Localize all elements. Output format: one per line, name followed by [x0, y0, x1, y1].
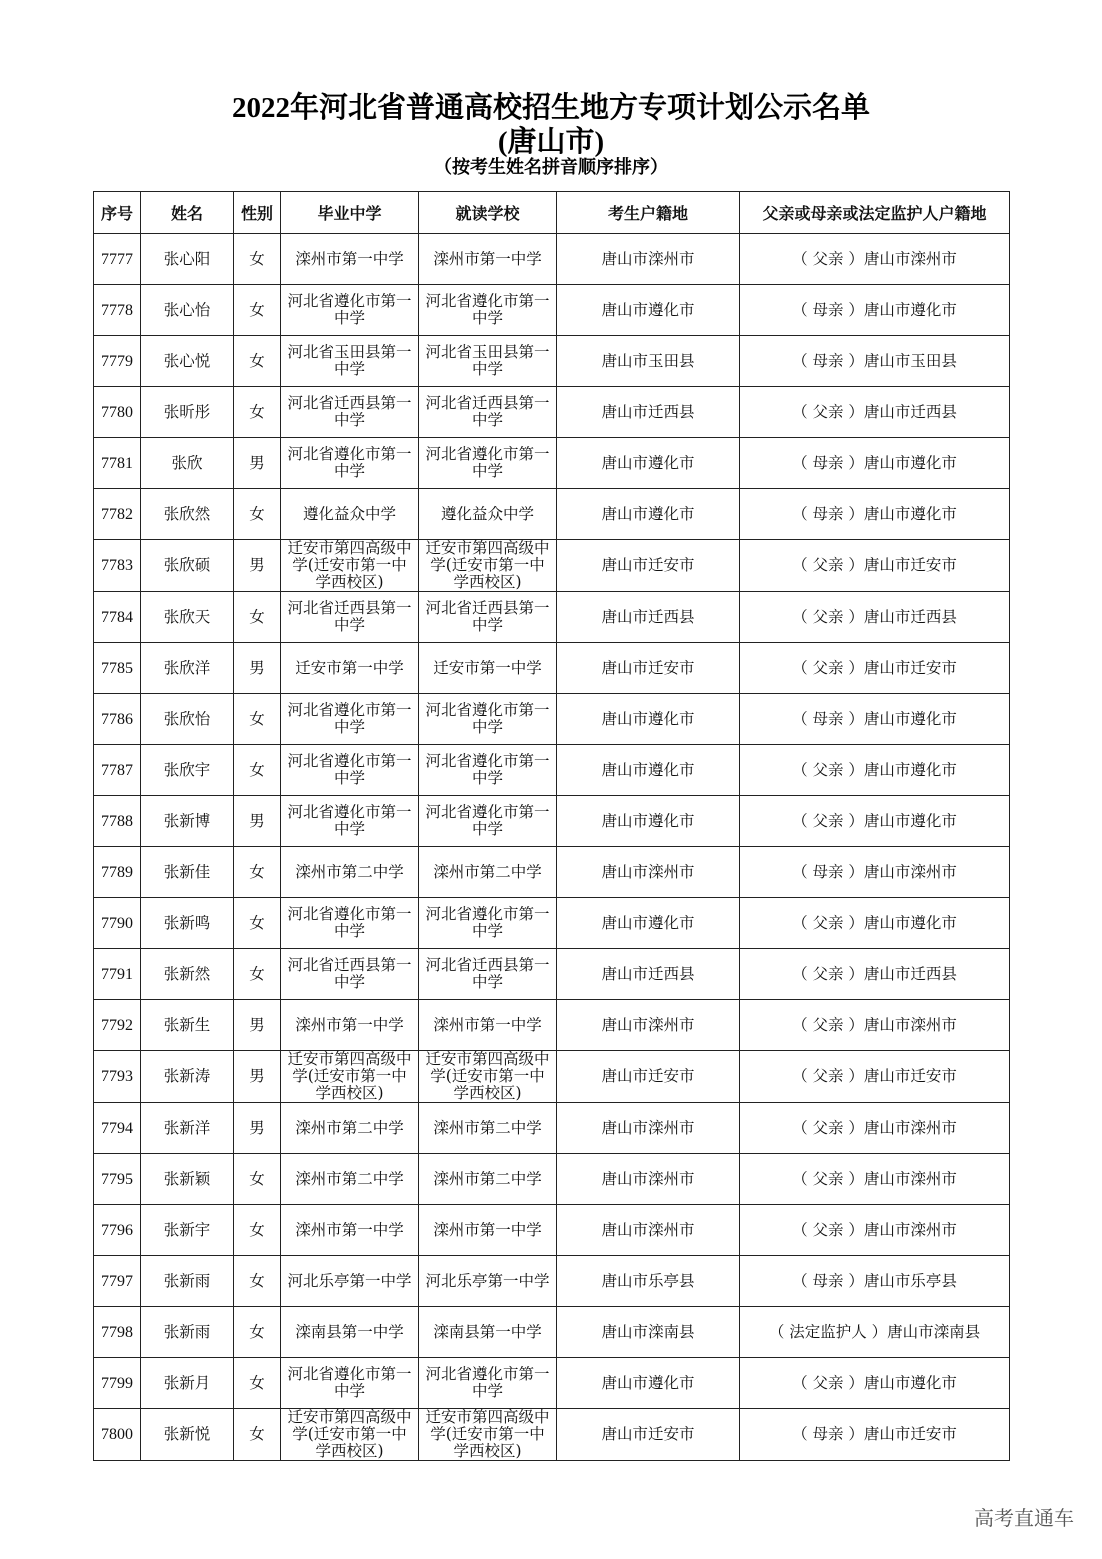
gender: 男	[234, 796, 281, 847]
student-hukou: 唐山市遵化市	[557, 489, 740, 540]
graduation-school: 滦州市第二中学	[281, 1154, 419, 1205]
gender: 女	[234, 847, 281, 898]
current-school: 迁安市第一中学	[419, 643, 557, 694]
guardian-hukou: （ 母亲 ）唐山市乐亭县	[740, 1256, 1010, 1307]
gender: 女	[234, 387, 281, 438]
row-number: 7795	[94, 1154, 141, 1205]
table-row	[94, 1256, 1010, 1307]
row-number: 7783	[94, 540, 141, 592]
student-name: 张欣怡	[141, 694, 234, 745]
table-row	[94, 438, 1010, 489]
guardian-hukou: （ 父亲 ）唐山市滦州市	[740, 1154, 1010, 1205]
table-row	[94, 694, 1010, 745]
row-number: 7780	[94, 387, 141, 438]
current-school: 河北省遵化市第一中学	[419, 694, 557, 745]
header-cell: 性别	[234, 192, 281, 234]
guardian-hukou: （ 父亲 ）唐山市遵化市	[740, 796, 1010, 847]
guardian-hukou: （ 父亲 ）唐山市迁安市	[740, 540, 1010, 592]
row-number: 7793	[94, 1051, 141, 1103]
student-hukou: 唐山市遵化市	[557, 1358, 740, 1409]
guardian-hukou: （ 父亲 ）唐山市滦州市	[740, 1205, 1010, 1256]
gender: 女	[234, 1409, 281, 1461]
row-number: 7777	[94, 234, 141, 285]
header-cell: 考生户籍地	[557, 192, 740, 234]
guardian-hukou: （ 父亲 ）唐山市迁西县	[740, 949, 1010, 1000]
student-hukou: 唐山市遵化市	[557, 438, 740, 489]
student-name: 张新生	[141, 1000, 234, 1051]
gender: 女	[234, 745, 281, 796]
gender: 女	[234, 1307, 281, 1358]
row-number: 7790	[94, 898, 141, 949]
header-cell: 父亲或母亲或法定监护人户籍地	[740, 192, 1010, 234]
graduation-school: 迁安市第四高级中学(迁安市第一中学西校区)	[281, 1051, 419, 1103]
table-row	[94, 1409, 1010, 1461]
gender: 女	[234, 1358, 281, 1409]
table-row	[94, 540, 1010, 592]
student-hukou: 唐山市遵化市	[557, 694, 740, 745]
current-school: 滦南县第一中学	[419, 1307, 557, 1358]
header-cell: 毕业中学	[281, 192, 419, 234]
current-school: 河北省玉田县第一中学	[419, 336, 557, 387]
current-school: 河北省迁西县第一中学	[419, 592, 557, 643]
gender: 女	[234, 949, 281, 1000]
student-hukou: 唐山市遵化市	[557, 898, 740, 949]
graduation-school: 河北省玉田县第一中学	[281, 336, 419, 387]
guardian-hukou: （ 父亲 ）唐山市迁西县	[740, 592, 1010, 643]
student-hukou: 唐山市玉田县	[557, 336, 740, 387]
guardian-hukou: （ 父亲 ）唐山市滦州市	[740, 1103, 1010, 1154]
table-row	[94, 336, 1010, 387]
row-number: 7800	[94, 1409, 141, 1461]
table-header-row	[94, 192, 1010, 234]
graduation-school: 河北省迁西县第一中学	[281, 387, 419, 438]
student-name: 张新月	[141, 1358, 234, 1409]
row-number: 7779	[94, 336, 141, 387]
gender: 女	[234, 234, 281, 285]
current-school: 滦州市第一中学	[419, 1000, 557, 1051]
current-school: 迁安市第四高级中学(迁安市第一中学西校区)	[419, 540, 557, 592]
student-name: 张欣然	[141, 489, 234, 540]
row-number: 7781	[94, 438, 141, 489]
table-row	[94, 643, 1010, 694]
current-school: 河北省遵化市第一中学	[419, 898, 557, 949]
table-row	[94, 489, 1010, 540]
header-cell: 序号	[94, 192, 141, 234]
student-name: 张新涛	[141, 1051, 234, 1103]
student-name: 张新鸣	[141, 898, 234, 949]
student-name: 张欣硕	[141, 540, 234, 592]
table-row	[94, 898, 1010, 949]
student-name: 张欣	[141, 438, 234, 489]
student-name: 张新然	[141, 949, 234, 1000]
student-name: 张新颖	[141, 1154, 234, 1205]
table-row	[94, 796, 1010, 847]
table-row	[94, 1154, 1010, 1205]
guardian-hukou: （ 母亲 ）唐山市遵化市	[740, 438, 1010, 489]
row-number: 7797	[94, 1256, 141, 1307]
table-row	[94, 234, 1010, 285]
student-hukou: 唐山市迁安市	[557, 1409, 740, 1461]
student-name: 张心阳	[141, 234, 234, 285]
gender: 女	[234, 1256, 281, 1307]
header-cell: 姓名	[141, 192, 234, 234]
current-school: 迁安市第四高级中学(迁安市第一中学西校区)	[419, 1409, 557, 1461]
graduation-school: 迁安市第四高级中学(迁安市第一中学西校区)	[281, 540, 419, 592]
graduation-school: 滦州市第一中学	[281, 1000, 419, 1051]
graduation-school: 滦州市第二中学	[281, 1103, 419, 1154]
student-hukou: 唐山市滦南县	[557, 1307, 740, 1358]
student-hukou: 唐山市乐亭县	[557, 1256, 740, 1307]
guardian-hukou: （ 法定监护人 ）唐山市滦南县	[740, 1307, 1010, 1358]
graduation-school: 河北省遵化市第一中学	[281, 745, 419, 796]
current-school: 河北乐亭第一中学	[419, 1256, 557, 1307]
gender: 男	[234, 1000, 281, 1051]
gender: 女	[234, 1205, 281, 1256]
guardian-hukou: （ 父亲 ）唐山市滦州市	[740, 1000, 1010, 1051]
current-school: 河北省遵化市第一中学	[419, 745, 557, 796]
current-school: 滦州市第一中学	[419, 234, 557, 285]
graduation-school: 河北省遵化市第一中学	[281, 898, 419, 949]
gender: 女	[234, 489, 281, 540]
student-hukou: 唐山市迁安市	[557, 1051, 740, 1103]
gender: 男	[234, 1103, 281, 1154]
row-number: 7788	[94, 796, 141, 847]
current-school: 河北省迁西县第一中学	[419, 949, 557, 1000]
student-name: 张欣宇	[141, 745, 234, 796]
row-number: 7778	[94, 285, 141, 336]
page-title: 2022年河北省普通高校招生地方专项计划公示名单	[231, 92, 870, 124]
graduation-school: 河北省遵化市第一中学	[281, 694, 419, 745]
table-row	[94, 1205, 1010, 1256]
student-name: 张欣洋	[141, 643, 234, 694]
gender: 男	[234, 1051, 281, 1103]
graduation-school: 滦州市第二中学	[281, 847, 419, 898]
graduation-school: 遵化益众中学	[281, 489, 419, 540]
student-hukou: 唐山市滦州市	[557, 234, 740, 285]
graduation-school: 滦南县第一中学	[281, 1307, 419, 1358]
graduation-school: 迁安市第四高级中学(迁安市第一中学西校区)	[281, 1409, 419, 1461]
gender: 女	[234, 285, 281, 336]
guardian-hukou: （ 母亲 ）唐山市遵化市	[740, 694, 1010, 745]
guardian-hukou: （ 父亲 ）唐山市遵化市	[740, 745, 1010, 796]
table-row	[94, 745, 1010, 796]
watermark: 高考直通车	[974, 1506, 1074, 1530]
current-school: 河北省迁西县第一中学	[419, 387, 557, 438]
guardian-hukou: （ 母亲 ）唐山市遵化市	[740, 489, 1010, 540]
student-name: 张新雨	[141, 1307, 234, 1358]
table-row	[94, 1103, 1010, 1154]
graduation-school: 河北省遵化市第一中学	[281, 796, 419, 847]
student-hukou: 唐山市迁西县	[557, 592, 740, 643]
roster-table	[93, 191, 1010, 1461]
graduation-school: 滦州市第一中学	[281, 1205, 419, 1256]
table-row	[94, 1307, 1010, 1358]
student-name: 张新佳	[141, 847, 234, 898]
row-number: 7782	[94, 489, 141, 540]
table-row	[94, 1051, 1010, 1103]
row-number: 7799	[94, 1358, 141, 1409]
current-school: 滦州市第二中学	[419, 847, 557, 898]
graduation-school: 河北省遵化市第一中学	[281, 285, 419, 336]
guardian-hukou: （ 父亲 ）唐山市迁西县	[740, 387, 1010, 438]
student-name: 张新雨	[141, 1256, 234, 1307]
header-cell: 就读学校	[419, 192, 557, 234]
student-name: 张新洋	[141, 1103, 234, 1154]
page-subtitle: (唐山市)	[497, 126, 605, 158]
row-number: 7792	[94, 1000, 141, 1051]
row-number: 7787	[94, 745, 141, 796]
graduation-school: 滦州市第一中学	[281, 234, 419, 285]
student-name: 张新悦	[141, 1409, 234, 1461]
student-hukou: 唐山市迁安市	[557, 540, 740, 592]
gender: 女	[234, 592, 281, 643]
gender: 女	[234, 336, 281, 387]
guardian-hukou: （ 父亲 ）唐山市滦州市	[740, 234, 1010, 285]
graduation-school: 河北省迁西县第一中学	[281, 592, 419, 643]
table-row	[94, 1358, 1010, 1409]
table-row	[94, 592, 1010, 643]
row-number: 7786	[94, 694, 141, 745]
gender: 男	[234, 438, 281, 489]
current-school: 滦州市第二中学	[419, 1103, 557, 1154]
current-school: 河北省遵化市第一中学	[419, 438, 557, 489]
guardian-hukou: （ 父亲 ）唐山市遵化市	[740, 898, 1010, 949]
row-number: 7784	[94, 592, 141, 643]
student-hukou: 唐山市滦州市	[557, 847, 740, 898]
row-number: 7791	[94, 949, 141, 1000]
row-number: 7789	[94, 847, 141, 898]
graduation-school: 河北乐亭第一中学	[281, 1256, 419, 1307]
row-number: 7798	[94, 1307, 141, 1358]
table-row	[94, 387, 1010, 438]
student-hukou: 唐山市遵化市	[557, 796, 740, 847]
student-hukou: 唐山市滦州市	[557, 1154, 740, 1205]
current-school: 滦州市第二中学	[419, 1154, 557, 1205]
table-row	[94, 1000, 1010, 1051]
row-number: 7794	[94, 1103, 141, 1154]
gender: 男	[234, 643, 281, 694]
guardian-hukou: （ 父亲 ）唐山市遵化市	[740, 1358, 1010, 1409]
current-school: 河北省遵化市第一中学	[419, 796, 557, 847]
table-row	[94, 285, 1010, 336]
guardian-hukou: （ 父亲 ）唐山市迁安市	[740, 643, 1010, 694]
current-school: 滦州市第一中学	[419, 1205, 557, 1256]
student-hukou: 唐山市滦州市	[557, 1205, 740, 1256]
student-name: 张欣天	[141, 592, 234, 643]
table-row	[94, 847, 1010, 898]
student-hukou: 唐山市迁西县	[557, 949, 740, 1000]
graduation-school: 迁安市第一中学	[281, 643, 419, 694]
row-number: 7796	[94, 1205, 141, 1256]
gender: 男	[234, 540, 281, 592]
row-number: 7785	[94, 643, 141, 694]
student-hukou: 唐山市迁安市	[557, 643, 740, 694]
student-name: 张新宇	[141, 1205, 234, 1256]
guardian-hukou: （ 母亲 ）唐山市滦州市	[740, 847, 1010, 898]
graduation-school: 河北省遵化市第一中学	[281, 438, 419, 489]
current-school: 遵化益众中学	[419, 489, 557, 540]
current-school: 河北省遵化市第一中学	[419, 285, 557, 336]
current-school: 河北省遵化市第一中学	[419, 1358, 557, 1409]
gender: 女	[234, 694, 281, 745]
guardian-hukou: （ 母亲 ）唐山市玉田县	[740, 336, 1010, 387]
student-hukou: 唐山市遵化市	[557, 285, 740, 336]
gender: 女	[234, 1154, 281, 1205]
student-hukou: 唐山市遵化市	[557, 745, 740, 796]
student-name: 张心怡	[141, 285, 234, 336]
graduation-school: 河北省迁西县第一中学	[281, 949, 419, 1000]
student-name: 张心悦	[141, 336, 234, 387]
sort-note: （按考生姓名拼音顺序排序）	[434, 157, 668, 177]
graduation-school: 河北省遵化市第一中学	[281, 1358, 419, 1409]
student-hukou: 唐山市迁西县	[557, 387, 740, 438]
guardian-hukou: （ 父亲 ）唐山市迁安市	[740, 1051, 1010, 1103]
student-hukou: 唐山市滦州市	[557, 1000, 740, 1051]
student-name: 张昕彤	[141, 387, 234, 438]
student-name: 张新博	[141, 796, 234, 847]
current-school: 迁安市第四高级中学(迁安市第一中学西校区)	[419, 1051, 557, 1103]
student-hukou: 唐山市滦州市	[557, 1103, 740, 1154]
guardian-hukou: （ 母亲 ）唐山市遵化市	[740, 285, 1010, 336]
guardian-hukou: （ 母亲 ）唐山市迁安市	[740, 1409, 1010, 1461]
gender: 女	[234, 898, 281, 949]
table-row	[94, 949, 1010, 1000]
